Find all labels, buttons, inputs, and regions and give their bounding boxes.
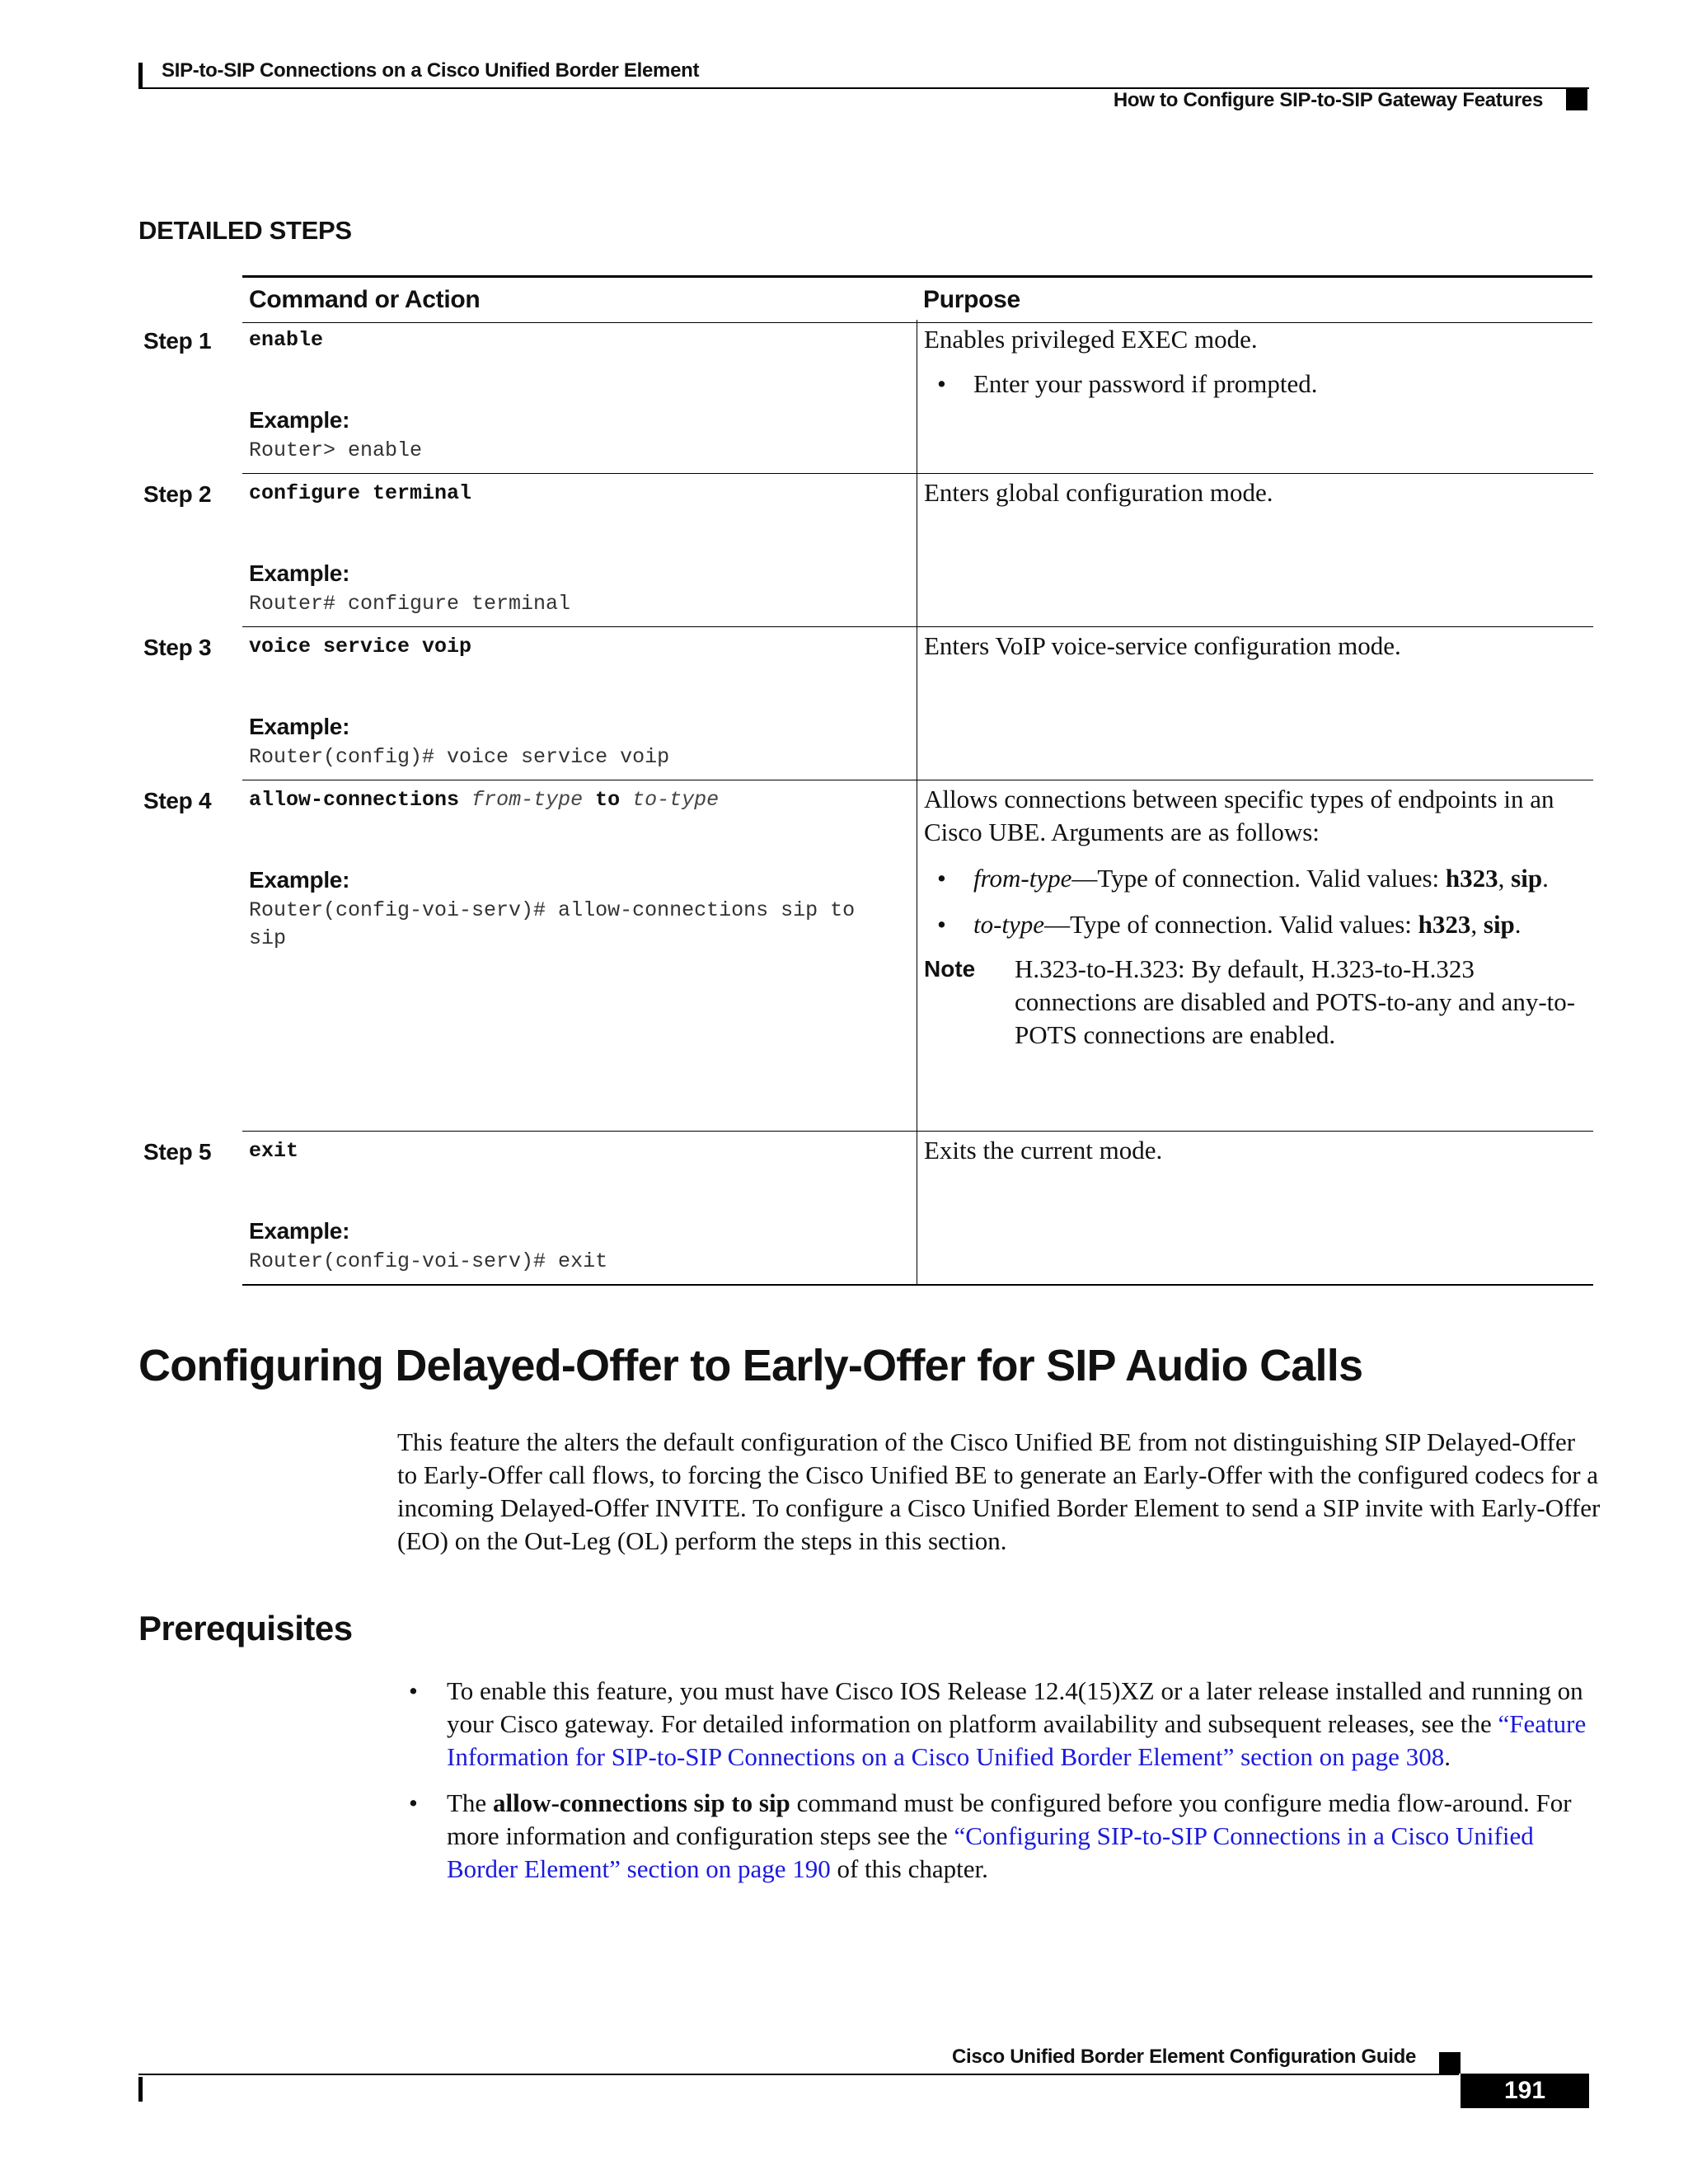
command-text: enable (249, 328, 324, 352)
bullet-value-h323: h323 (1445, 864, 1498, 893)
section-paragraph: This feature the alters the default configuration of the Cisco Unified BE from not distinguishing SIP Delayed-Offer to Early-Offer call flows, to forcing the Cisco Unified BE to generate an Early-Offer with the configured codecs for a incoming Delayed-Offer INVITE. To configure a Cisco Unified Border Element to send a SIP invite with Early-Offer (EO) on the Out-Leg (OL) perform the steps in this section. (397, 1427, 1601, 1555)
example-label: Example: (249, 714, 350, 739)
list-item-text: The (447, 1788, 493, 1817)
bullet-separator: , (1470, 910, 1484, 939)
table-row-step-2 (138, 473, 1592, 626)
configuring-sip-to-sip-link[interactable]: “Configuring SIP-to-SIP Connections in a Cisco Unified Border Element” section on page 190 (447, 1821, 1534, 1883)
detailed-steps-heading: DETAILED STEPS (138, 216, 352, 245)
purpose-cell (917, 1131, 1593, 1286)
bullet-dot: • (937, 369, 946, 398)
step-label: Step 3 (143, 635, 212, 660)
purpose-bullet-to-type (924, 908, 1583, 941)
section-title: How to Configure SIP-to-SIP Gateway Features (1113, 89, 1543, 111)
note-label: Note (924, 956, 976, 982)
header-square-marker (1566, 89, 1587, 110)
column-header-purpose: Purpose (923, 286, 1020, 313)
page-number: 191 (1461, 2074, 1589, 2108)
table-row-step-4 (138, 780, 1592, 1131)
step-label: Step 2 (143, 481, 212, 507)
bullet-dot: • (409, 1788, 418, 1817)
column-header-command: Command or Action (249, 286, 481, 313)
purpose-cell (917, 780, 1593, 1132)
table-header-row (242, 275, 1592, 323)
bullet-text: —Type of connection. Valid values: (1071, 864, 1446, 893)
chapter-title: SIP-to-SIP Connections on a Cisco Unified Border Element (162, 59, 700, 82)
table-row-step-3 (138, 626, 1592, 780)
list-item-text: command must be configured before you configure media flow-around. For more information and configuration steps see the (447, 1788, 1572, 1850)
purpose-cell (917, 320, 1593, 474)
bullet-separator: , (1498, 864, 1512, 893)
footer-rule (138, 2074, 1459, 2075)
bullet-end: . (1542, 864, 1549, 893)
command-cell (242, 473, 917, 627)
command-reference: allow-connections sip to sip (492, 1788, 790, 1817)
list-item-end: . (1444, 1742, 1451, 1771)
table-row-step-5 (138, 1131, 1592, 1284)
purpose-text: Enters VoIP voice-service configuration mode. (924, 631, 1401, 660)
bullet-term: from-type (973, 864, 1072, 893)
command-text (249, 788, 719, 812)
purpose-text: Enables privileged EXEC mode. (924, 325, 1258, 354)
step-label: Step 4 (143, 788, 212, 813)
note-block (924, 953, 1583, 1052)
command-argument-to-type: to-type (632, 788, 720, 812)
command-argument-from-type: from-type (471, 788, 584, 812)
command-text: exit (249, 1139, 299, 1163)
footer-square-marker (1439, 2052, 1461, 2074)
bullet-dot: • (409, 1676, 418, 1705)
feature-information-link[interactable]: “Feature Information for SIP-to-SIP Connections on a Cisco Unified Border Element” section on page 308 (447, 1709, 1587, 1771)
example-label: Example: (249, 867, 350, 893)
note-text: H.323-to-H.323: By default, H.323-to-H.323 connections are disabled and POTS-to-any and any-to-POTS connections are enabled. (1015, 954, 1576, 1049)
purpose-bullet-from-type (924, 862, 1583, 895)
guide-title: Cisco Unified Border Element Configuration Guide (952, 2046, 1416, 2068)
purpose-text: Exits the current mode. (924, 1136, 1163, 1165)
command-cell (242, 626, 917, 780)
example-code: Router> enable (249, 438, 423, 462)
bullet-dot: • (937, 864, 946, 893)
command-keyword: allow-connections (249, 788, 460, 812)
command-cell (242, 780, 917, 1132)
purpose-text: Enters global configuration mode. (924, 478, 1273, 507)
example-label: Example: (249, 1218, 350, 1244)
bullet-end: . (1514, 910, 1522, 939)
command-cell (242, 320, 917, 474)
table-row-step-1 (138, 320, 1592, 473)
example-code: Router# configure terminal (249, 592, 571, 616)
purpose-text: Allows connections between specific types of endpoints in an Cisco UBE. Arguments are as follows: (924, 785, 1554, 846)
bullet-dot: • (937, 910, 946, 939)
list-item (397, 1675, 1601, 1774)
list-item-text: To enable this feature, you must have Cisco IOS Release 12.4(15)XZ or a later release installed and running on your Cisco gateway. For detailed information on platform availability and subsequent releases, see the (447, 1676, 1583, 1738)
example-code: Router(config-voi-serv)# exit (249, 1249, 608, 1273)
command-keyword-to: to (595, 788, 621, 812)
purpose-cell (917, 473, 1593, 627)
bullet-value-sip: sip (1483, 910, 1515, 939)
section-heading: Configuring Delayed-Offer to Early-Offer for SIP Audio Calls (138, 1341, 1363, 1390)
example-label: Example: (249, 560, 350, 586)
example-code-line-2: sip (249, 926, 287, 950)
example-code: Router(config)# voice service voip (249, 745, 670, 769)
command-text: configure terminal (249, 481, 472, 505)
bullet-value-sip: sip (1511, 864, 1543, 893)
example-code-line-1: Router(config-voi-serv)# allow-connections sip to (249, 898, 856, 922)
purpose-bullet (924, 368, 1583, 401)
list-item-end: of this chapter. (830, 1854, 988, 1883)
bullet-text: Enter your password if prompted. (973, 369, 1318, 398)
header-left-bar (138, 63, 143, 89)
bullet-term: to-type (973, 910, 1045, 939)
bullet-text: —Type of connection. Valid values: (1044, 910, 1418, 939)
command-cell (242, 1131, 917, 1286)
footer-left-bar (138, 2077, 143, 2102)
prerequisites-list (397, 1675, 1601, 1899)
example-label: Example: (249, 407, 350, 433)
purpose-cell (917, 626, 1593, 780)
list-item (397, 1787, 1601, 1886)
bullet-value-h323: h323 (1418, 910, 1471, 939)
command-text: voice service voip (249, 635, 472, 658)
step-label: Step 5 (143, 1139, 212, 1165)
prerequisites-heading: Prerequisites (138, 1609, 353, 1647)
step-label: Step 1 (143, 328, 212, 354)
